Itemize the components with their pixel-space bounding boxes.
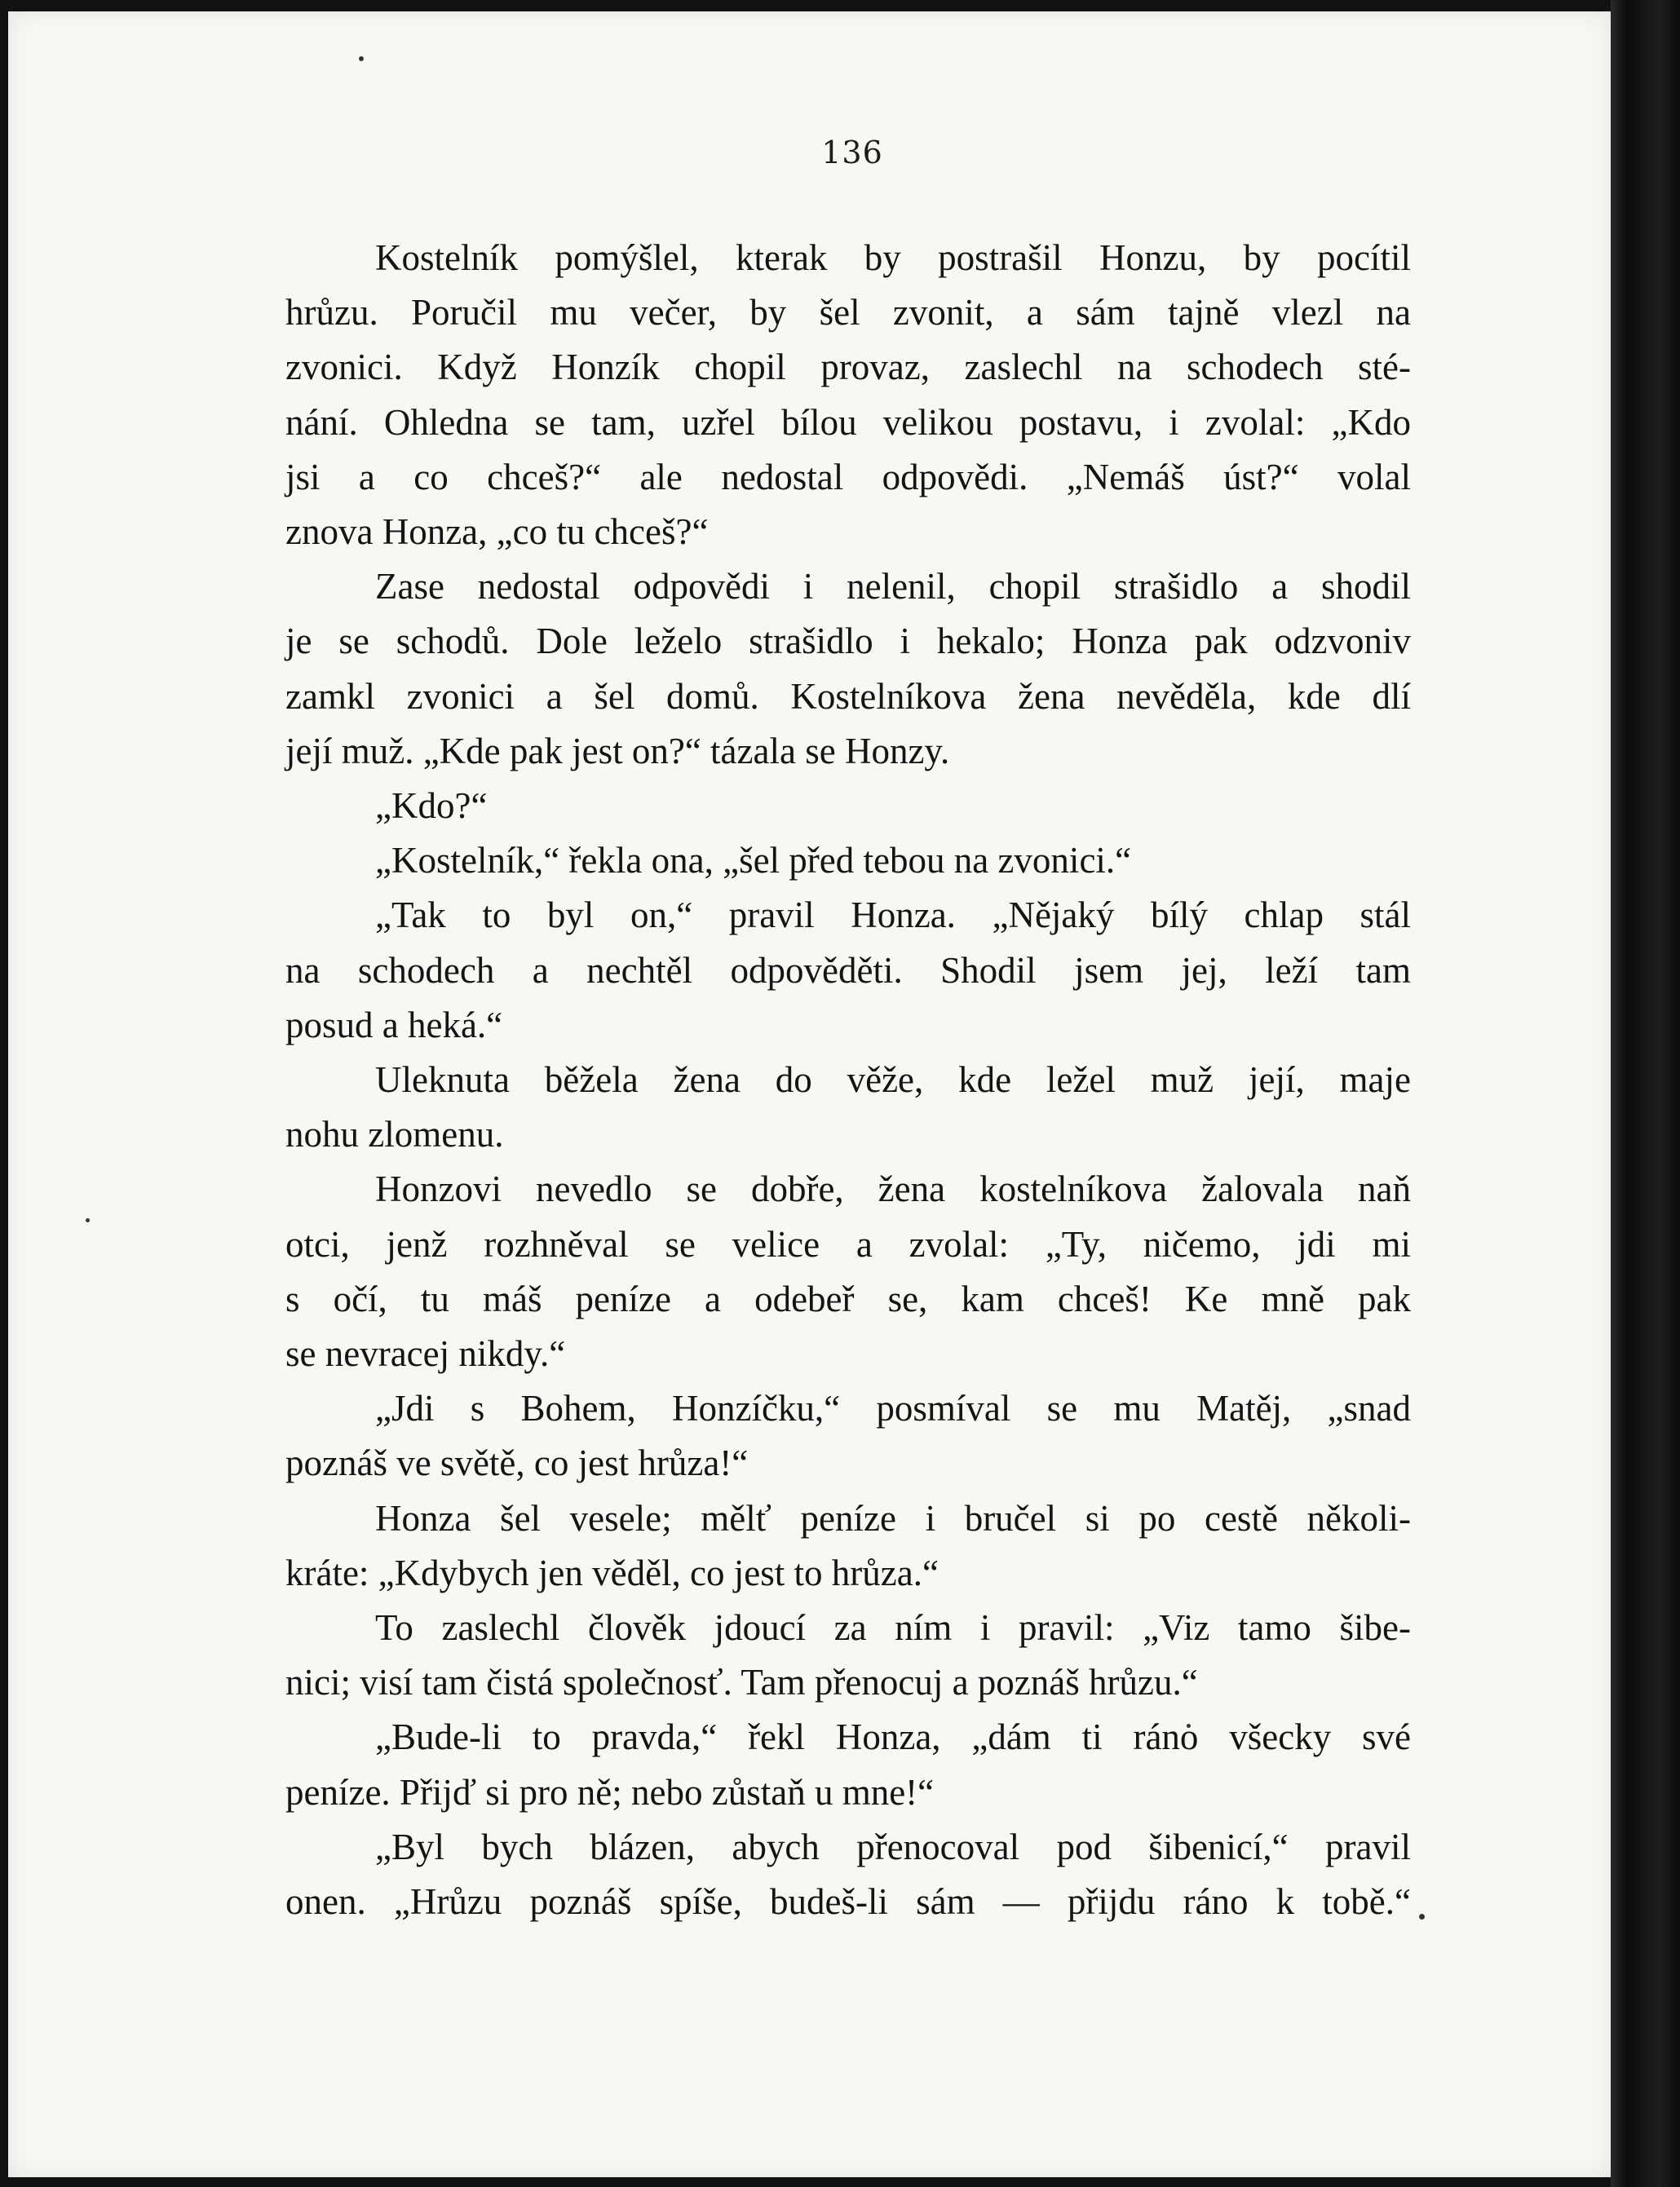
text-line: zvonici. Když Honzík chopil provaz, zaslechl na schodech sté- <box>285 347 1411 388</box>
page-number: 136 <box>821 135 883 170</box>
text-line: znova Honza, „co tu chceš?“ <box>285 511 709 553</box>
text-line: hrůzu. Poručil mu večer, by šel zvonit, a sám tajně vlezl na <box>285 292 1411 334</box>
text-line: její muž. „Kde pak jest on?“ tázala se Honzy. <box>285 730 950 771</box>
text-line: je se schodů. Dole leželo strašidlo i hekalo; Honza pak odzvoniv <box>285 621 1411 662</box>
ink-speck <box>86 1218 90 1222</box>
book-spine-edge <box>1611 0 1680 2187</box>
text-line: Kostelník pomýšlel, kterak by postrašil Honzu, by pocítil <box>375 237 1411 278</box>
text-line: nání. Ohledna se tam, uzřel bílou velikou postavu, i zvolal: „Kdo <box>285 401 1411 443</box>
text-line: poznáš ve světě, co jest hrůza!“ <box>285 1443 749 1484</box>
body-text <box>285 231 1411 1929</box>
text-line: „Kostelník,“ řekla ona, „šel před tebou na zvonici.“ <box>375 840 1132 881</box>
text-line: nici; visí tam čistá společnosť. Tam přenocuj a poznáš hrůzu.“ <box>285 1662 1198 1703</box>
text-line: peníze. Přijď si pro ně; nebo zůstaň u mne!“ <box>285 1771 935 1813</box>
text-line: otci, jenž rozhněval se velice a zvolal: „Ty, ničemo, jdi mi <box>285 1223 1411 1265</box>
text-line: „Kdo?“ <box>375 785 488 827</box>
text-line: s očí, tu máš peníze a odebeř se, kam chceš! Ke mně pak <box>285 1278 1411 1319</box>
text-line: Honza šel vesele; mělť peníze i bručel si po cestě několi- <box>375 1497 1411 1539</box>
text-line: kráte: „Kdybych jen věděl, co jest to hrůza.“ <box>285 1552 939 1593</box>
text-line: jsi a co chceš?“ ale nedostal odpovědi. „Nemáš úst?“ volal <box>285 456 1411 497</box>
ink-speck <box>1419 1914 1425 1920</box>
text-line: nohu zlomenu. <box>285 1114 504 1155</box>
text-line: na schodech a nechtěl odpověděti. Shodil jsem jej, leží tam <box>285 949 1411 991</box>
text-line: onen. „Hrůzu poznáš spíše, budeš-li sám — přijdu ráno k tobě.“ <box>285 1881 1411 1923</box>
text-line: „Jdi s Bohem, Honzíčku,“ posmíval se mu Matěj, „snad <box>375 1388 1411 1429</box>
text-line: posud a heká.“ <box>285 1004 503 1045</box>
text-line: „Byl bych blázen, abych přenocoval pod šibenicí,“ pravil <box>375 1826 1411 1867</box>
text-line: To zaslechl člověk jdoucí za ním i pravil: „Viz tamo šibe- <box>375 1607 1411 1649</box>
text-line: Uleknuta běžela žena do věže, kde ležel muž její, maje <box>375 1059 1411 1101</box>
text-line: Zase nedostal odpovědi i nelenil, chopil strašidlo a shodil <box>375 566 1411 608</box>
text-line: „Bude-li to pravda,“ řekl Honza, „dám ti ráno všecky své <box>375 1716 1411 1758</box>
text-line: zamkl zvonici a šel domů. Kostelníkova žena nevěděla, kde dlí <box>285 675 1411 717</box>
text-line: se nevracej nikdy.“ <box>285 1333 566 1375</box>
text-line: „Tak to byl on,“ pravil Honza. „Nějaký bílý chlap stál <box>375 895 1411 936</box>
text-line: Honzovi nevedlo se dobře, žena kostelníkova žalovala naň <box>375 1169 1411 1210</box>
ink-speck <box>359 56 364 61</box>
